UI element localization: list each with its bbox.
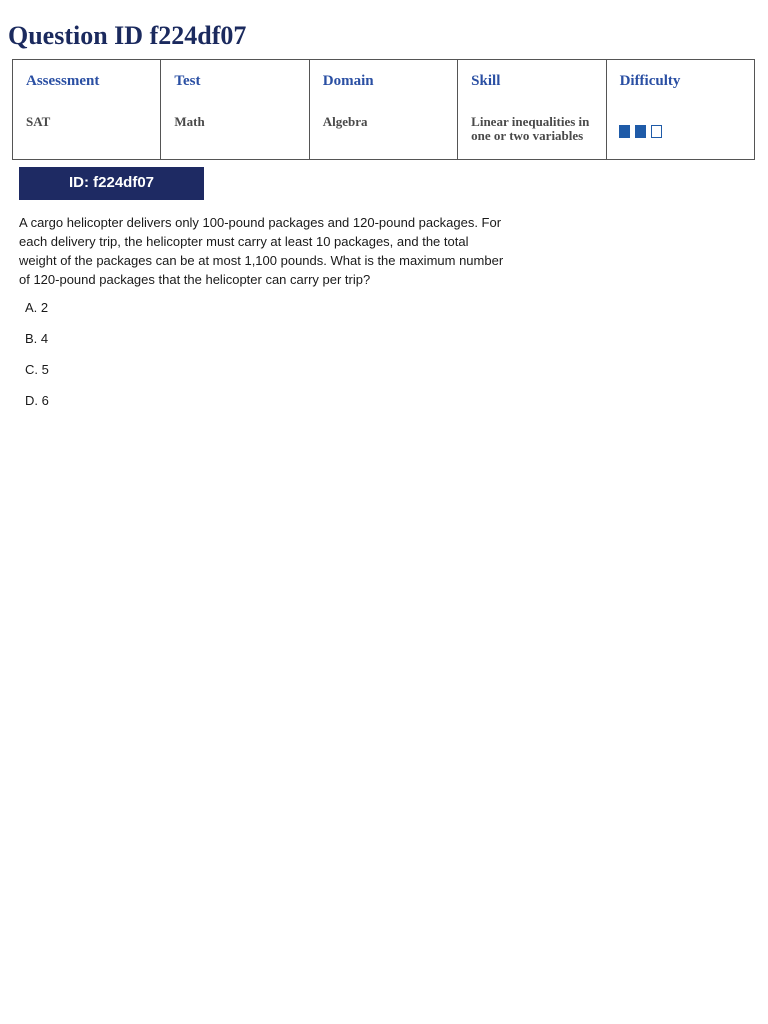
test-value: Math	[174, 114, 205, 129]
answer-choice[interactable]: B. 4	[25, 331, 49, 346]
difficulty-box-filled	[635, 125, 646, 138]
difficulty-cell	[606, 60, 754, 160]
difficulty-indicator	[619, 125, 662, 138]
assessment-value: SAT	[26, 114, 51, 129]
answer-choice[interactable]: D. 6	[25, 393, 49, 408]
question-text: A cargo helicopter delivers only 100-pound packages and 120-pound packages. For each delivery trip, the helicopter must carry at least 10 packages, and the total weight of the packages can be at most 1,100 pounds. What is the maximum number of 120-pound packages that the helicopter can carry per trip?	[19, 215, 504, 287]
question-id-banner: ID: f224df07	[19, 167, 204, 200]
domain-cell	[309, 60, 457, 160]
difficulty-box-filled	[619, 125, 630, 138]
test-cell	[161, 60, 309, 160]
answer-choice[interactable]: C. 5	[25, 362, 49, 377]
answer-choice[interactable]: A. 2	[25, 300, 49, 315]
assessment-cell	[13, 60, 161, 160]
skill-value: Linear inequalities in one or two variables	[471, 114, 590, 143]
difficulty-box-empty	[651, 125, 662, 138]
skill-cell	[458, 60, 606, 160]
difficulty-header: Difficulty	[619, 73, 681, 89]
question-metadata-table	[12, 59, 755, 160]
domain-value: Algebra	[322, 114, 368, 129]
assessment-header: Assessment	[26, 73, 100, 89]
domain-header: Domain	[322, 73, 374, 89]
page-title: Question ID f224df07	[8, 21, 247, 50]
skill-header: Skill	[471, 73, 501, 89]
answer-choices	[25, 298, 49, 422]
test-header: Test	[174, 73, 201, 89]
